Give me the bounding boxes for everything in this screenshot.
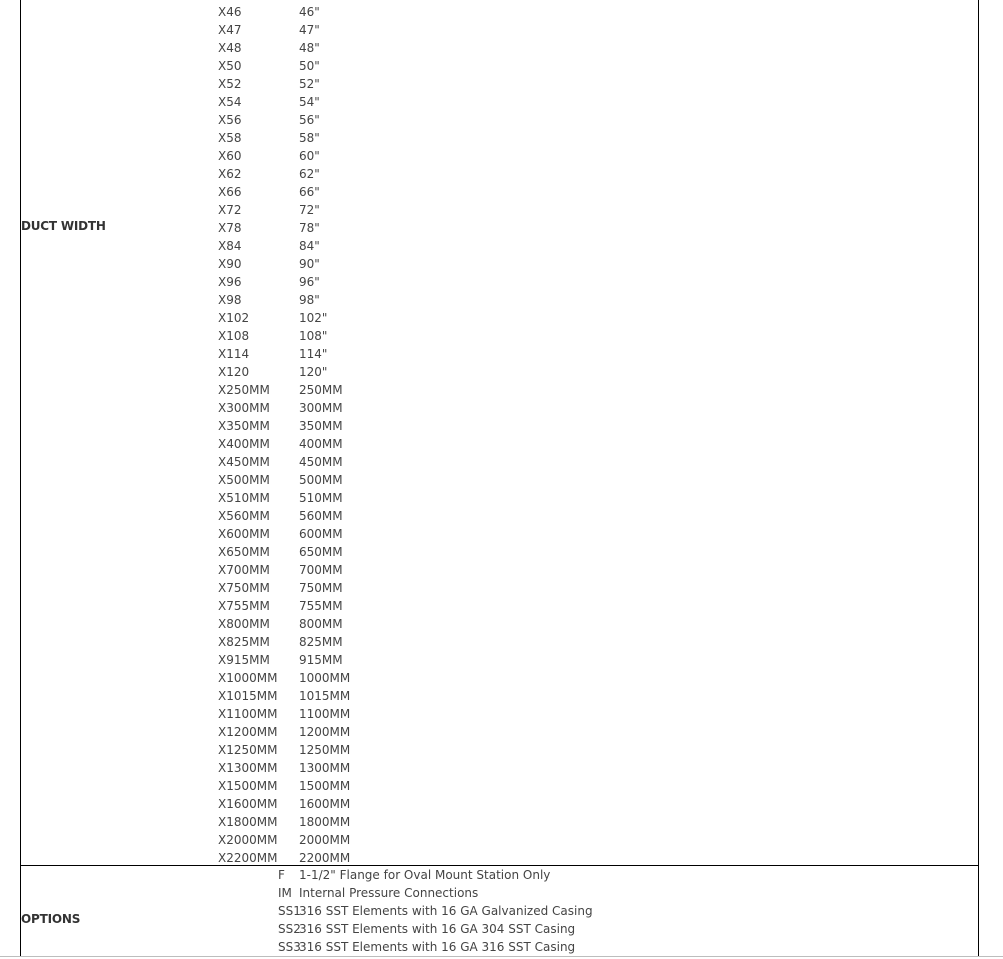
option-code: X2000MM xyxy=(218,833,278,847)
option-description: 1250MM xyxy=(299,743,351,757)
option-code: X350MM xyxy=(218,419,270,433)
option-code: X108 xyxy=(218,329,250,343)
option-code: X1000MM xyxy=(218,671,278,685)
option-description: 96" xyxy=(299,275,320,289)
option-description: 50" xyxy=(299,59,320,73)
option-description: 750MM xyxy=(299,581,343,595)
options-label: OPTIONS xyxy=(21,912,81,926)
option-description: 1000MM xyxy=(299,671,351,685)
option-description: 1015MM xyxy=(299,689,351,703)
option-code: X66 xyxy=(218,185,242,199)
option-description: 62" xyxy=(299,167,320,181)
option-description: 108" xyxy=(299,329,328,343)
option-description: 510MM xyxy=(299,491,343,505)
option-code: X98 xyxy=(218,293,242,307)
option-code: X46 xyxy=(218,5,242,19)
option-description: 316 SST Elements with 16 GA 304 SST Casing xyxy=(299,922,576,936)
option-code: X114 xyxy=(218,347,250,361)
option-code: X400MM xyxy=(218,437,270,451)
option-code: X1300MM xyxy=(218,761,278,775)
option-description: 1600MM xyxy=(299,797,351,811)
option-description: 90" xyxy=(299,257,320,271)
option-code: X450MM xyxy=(218,455,270,469)
option-code: X755MM xyxy=(218,599,270,613)
option-description: 2200MM xyxy=(299,851,351,865)
option-description: 120" xyxy=(299,365,328,379)
option-description: 102" xyxy=(299,311,328,325)
option-description: 1200MM xyxy=(299,725,351,739)
option-description: 825MM xyxy=(299,635,343,649)
option-code: X1600MM xyxy=(218,797,278,811)
option-description: 915MM xyxy=(299,653,343,667)
option-description: 66" xyxy=(299,185,320,199)
option-code: X600MM xyxy=(218,527,270,541)
option-code: X1015MM xyxy=(218,689,278,703)
option-description: 755MM xyxy=(299,599,343,613)
duct-width-label: DUCT WIDTH xyxy=(21,219,106,233)
option-description: 300MM xyxy=(299,401,343,415)
option-description: 400MM xyxy=(299,437,343,451)
option-code: X750MM xyxy=(218,581,270,595)
option-description: 316 SST Elements with 16 GA 316 SST Casing xyxy=(299,940,576,954)
option-code: SS2 xyxy=(278,922,301,936)
option-code: X1200MM xyxy=(218,725,278,739)
option-code: X60 xyxy=(218,149,242,163)
option-code: X1500MM xyxy=(218,779,278,793)
option-code: X300MM xyxy=(218,401,270,415)
option-code: X510MM xyxy=(218,491,270,505)
option-code: X915MM xyxy=(218,653,270,667)
option-description: 47" xyxy=(299,23,320,37)
option-code: SS3 xyxy=(278,940,301,954)
option-description: 46" xyxy=(299,5,320,19)
option-code: X120 xyxy=(218,365,250,379)
option-description: 500MM xyxy=(299,473,343,487)
option-description: 56" xyxy=(299,113,320,127)
option-code: X56 xyxy=(218,113,242,127)
option-code: X500MM xyxy=(218,473,270,487)
option-code: X650MM xyxy=(218,545,270,559)
option-description: 650MM xyxy=(299,545,343,559)
option-code: X52 xyxy=(218,77,242,91)
option-code: X72 xyxy=(218,203,242,217)
option-code: X90 xyxy=(218,257,242,271)
option-code: X1800MM xyxy=(218,815,278,829)
option-description: 48" xyxy=(299,41,320,55)
option-description: 250MM xyxy=(299,383,343,397)
option-description: 72" xyxy=(299,203,320,217)
option-code: X47 xyxy=(218,23,242,37)
option-description: 350MM xyxy=(299,419,343,433)
option-code: IM xyxy=(278,886,292,900)
option-code: X700MM xyxy=(218,563,270,577)
option-description: Internal Pressure Connections xyxy=(299,886,479,900)
option-description: 114" xyxy=(299,347,328,361)
option-code: X1250MM xyxy=(218,743,278,757)
option-description: 450MM xyxy=(299,455,343,469)
option-code: X54 xyxy=(218,95,242,109)
option-code: X50 xyxy=(218,59,242,73)
option-code: X560MM xyxy=(218,509,270,523)
bottom-divider xyxy=(0,956,1003,957)
spec-table xyxy=(20,0,979,957)
option-code: X250MM xyxy=(218,383,270,397)
option-code: SS1 xyxy=(278,904,301,918)
option-description: 700MM xyxy=(299,563,343,577)
option-description: 2000MM xyxy=(299,833,351,847)
option-description: 316 SST Elements with 16 GA Galvanized Casing xyxy=(299,904,593,918)
option-description: 78" xyxy=(299,221,320,235)
option-code: X62 xyxy=(218,167,242,181)
options-section xyxy=(20,866,979,957)
option-description: 600MM xyxy=(299,527,343,541)
duct-width-section xyxy=(20,0,979,866)
option-code: X78 xyxy=(218,221,242,235)
option-code: X102 xyxy=(218,311,250,325)
option-code: X825MM xyxy=(218,635,270,649)
option-code: X96 xyxy=(218,275,242,289)
option-description: 52" xyxy=(299,77,320,91)
option-description: 58" xyxy=(299,131,320,145)
option-description: 1300MM xyxy=(299,761,351,775)
option-code: X800MM xyxy=(218,617,270,631)
option-code: X84 xyxy=(218,239,242,253)
option-description: 800MM xyxy=(299,617,343,631)
option-code: X48 xyxy=(218,41,242,55)
option-code: F xyxy=(278,868,285,882)
option-description: 98" xyxy=(299,293,320,307)
option-description: 1800MM xyxy=(299,815,351,829)
option-description: 560MM xyxy=(299,509,343,523)
option-description: 1-1/2" Flange for Oval Mount Station Only xyxy=(299,868,551,882)
option-description: 84" xyxy=(299,239,320,253)
option-description: 54" xyxy=(299,95,320,109)
option-code: X2200MM xyxy=(218,851,278,865)
option-code: X1100MM xyxy=(218,707,278,721)
option-code: X58 xyxy=(218,131,242,145)
option-description: 1500MM xyxy=(299,779,351,793)
option-description: 60" xyxy=(299,149,320,163)
option-description: 1100MM xyxy=(299,707,351,721)
